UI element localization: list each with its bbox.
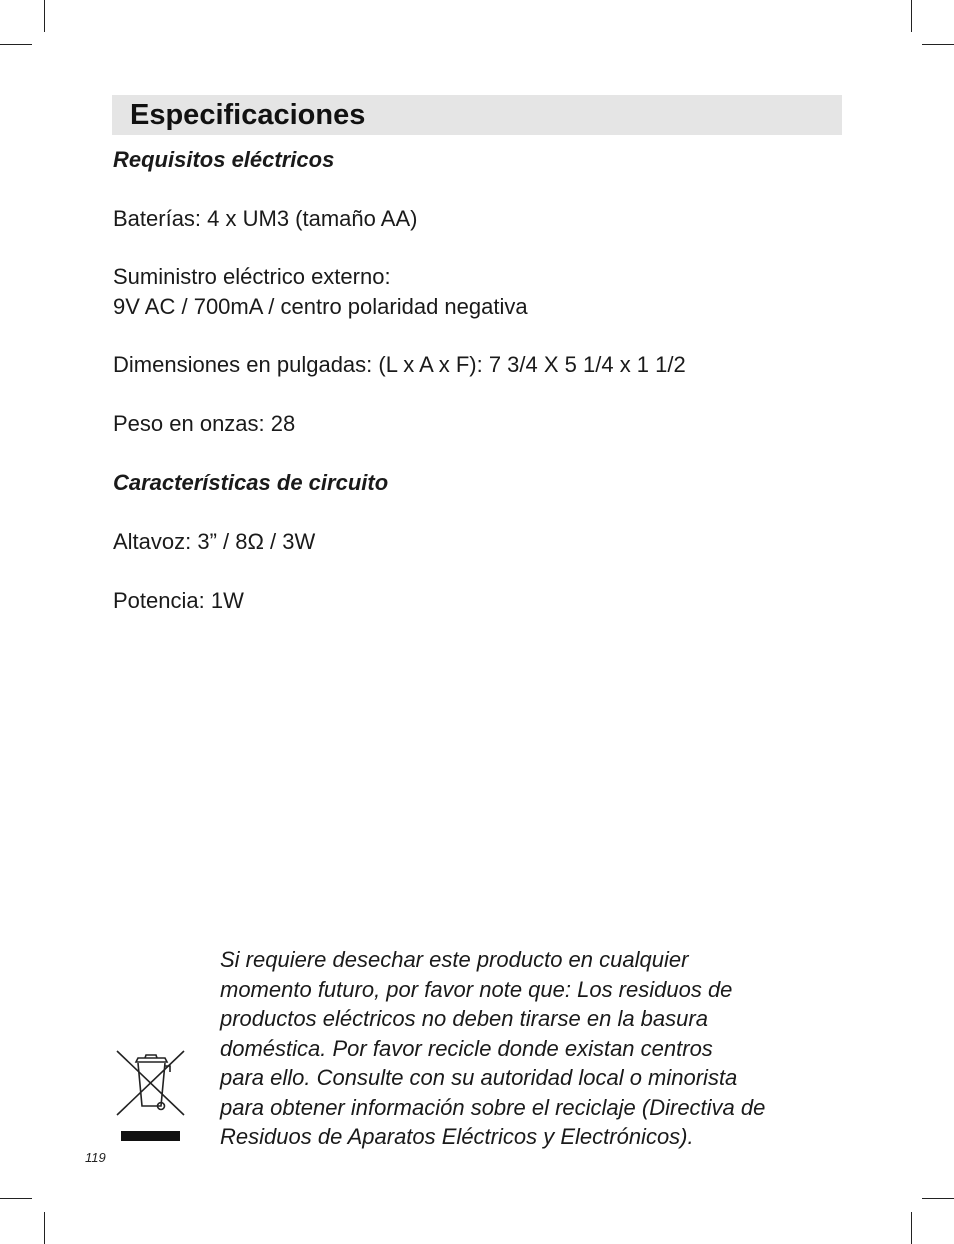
crop-mark xyxy=(44,0,45,32)
crop-mark xyxy=(911,1212,912,1244)
speaker-spec: Altavoz: 3” / 8Ω / 3W xyxy=(113,529,316,554)
notice-line: para ello. Consulte con su autoridad local o minorista xyxy=(220,1065,738,1090)
weee-crossed-bin-icon xyxy=(112,1048,188,1118)
weee-bar xyxy=(121,1131,180,1141)
electrical-heading: Requisitos eléctricos xyxy=(113,147,335,172)
crop-mark xyxy=(44,1212,45,1244)
crop-mark xyxy=(0,1198,32,1199)
page-number: 119 xyxy=(85,1150,106,1165)
section-title: Especificaciones xyxy=(130,99,366,131)
batteries-spec: Baterías: 4 x UM3 (tamaño AA) xyxy=(113,206,418,231)
notice-line: doméstica. Por favor recicle donde existan centros xyxy=(220,1035,713,1061)
external-supply-value: 9V AC / 700mA / centro polaridad negativa xyxy=(113,294,528,319)
section-heading xyxy=(112,95,842,135)
notice-line: productos eléctricos no deben tirarse en la basura xyxy=(220,1006,708,1031)
crop-mark xyxy=(922,1198,954,1199)
external-supply-label: Suministro eléctrico externo: xyxy=(113,264,391,289)
circuit-heading: Características de circuito xyxy=(113,470,389,495)
dimensions-spec: Dimensiones en pulgadas: (L x A x F): 7 3/4 X 5 1/4 x 1 1/2 xyxy=(113,352,686,377)
crop-mark xyxy=(922,44,954,45)
disposal-notice xyxy=(220,945,840,1152)
power-spec: Potencia: 1W xyxy=(113,588,244,613)
weight-spec: Peso en onzas: 28 xyxy=(113,411,296,436)
notice-line: Residuos de Aparatos Eléctricos y Electrónicos). xyxy=(220,1124,694,1149)
notice-line: Si requiere desechar este producto en cualquier xyxy=(220,947,689,972)
crop-mark xyxy=(0,44,32,45)
crop-mark xyxy=(911,0,912,32)
notice-line: para obtener información sobre el reciclaje (Directiva de xyxy=(220,1094,766,1120)
notice-line: momento futuro, por favor note que: Los residuos de xyxy=(220,976,733,1002)
